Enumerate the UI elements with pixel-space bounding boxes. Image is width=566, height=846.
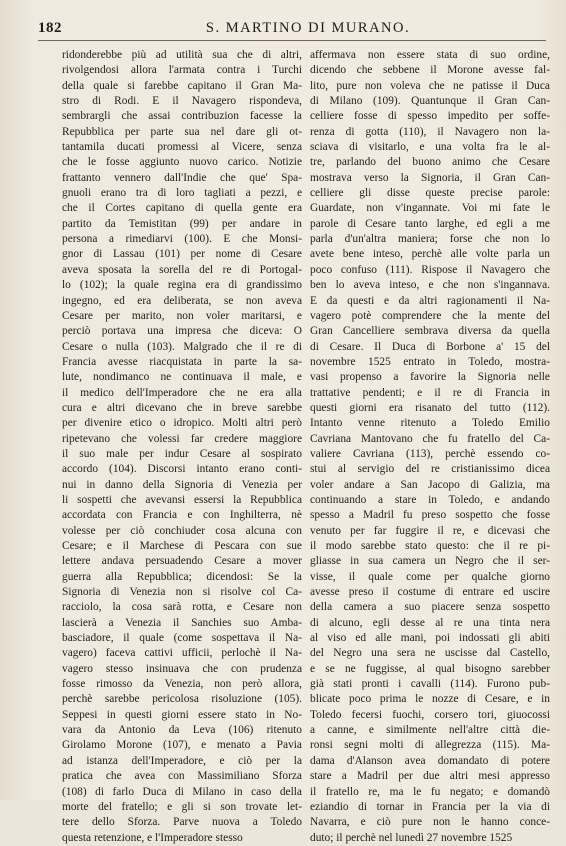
left-column-line: frattanto vennero dall'Indie che que' Spa- (62, 171, 302, 184)
right-column-line: già stati pronti i cavalli (114). Furono pub- (310, 678, 550, 691)
right-column-line: questi giorni era risanato del tutto (112). (310, 401, 550, 414)
right-column-line: parole di Cesare tanto larghe, ed egli a me (310, 217, 550, 230)
right-column-line: gliasse in sua camera un Negro che il ser- (310, 555, 550, 568)
left-column-line: Seppesi in questi giorni essere stato in No- (62, 708, 302, 721)
left-column-line: tere dello Sforza. Parve nuova a Toledo (62, 816, 302, 829)
right-column-line: parla d'un'altra maniera; forse che non lo (310, 233, 550, 246)
left-column-line: perchè sarebbe pericolosa risoluzione (105). (62, 693, 302, 706)
left-column-line: basciadore, il quale (come sospettava il Na- (62, 632, 302, 645)
left-column-line: racciolo, la cosa sarà rotta, e Cesare non (62, 601, 302, 614)
right-column-line: renza di gotta (110), il Navagero non la- (310, 125, 550, 138)
left-column-line: cura e altri dicevano che in breve sarebbe (62, 401, 302, 414)
right-column-line: mostrava verso la Signoria, il Gran Can- (310, 171, 550, 184)
right-column-line: avete bene inteso, perchè alle volte parla un (310, 248, 550, 261)
left-column-line: Girolamo Morone (107), e menato a Pavia (62, 739, 302, 752)
left-column-line: vagero stesso insinuava che con prudenza (62, 662, 302, 675)
left-column-line: persona a rimediarvi (100). E che Monsi- (62, 233, 302, 246)
right-column-line: celliere fosse di spesso impedito per soffe- (310, 110, 550, 123)
right-column-line: di alcuno, egli desse al re una tinta nera (310, 616, 550, 629)
left-column-line: ingegno, ed era deliberata, se non aveva (62, 294, 302, 307)
left-column-line: perciò portava una impresa che diceva: O (62, 325, 302, 338)
right-column-line: Gran Cancelliere sembrava diversa da quella (310, 325, 550, 338)
right-column-line: duto; il perchè nel lunedì 27 novembre 1525 (310, 831, 513, 844)
right-column-line: novembre 1525 entrato in Toledo, mostra- (310, 355, 550, 368)
left-column-line: questa retenzione, e l'Imperadore stesso (62, 831, 243, 844)
left-column-line: volesse per ciò conchiuder cosa alcuna con (62, 524, 302, 537)
left-column-line: per divenire etico o idropico. Molti altri però (62, 417, 302, 430)
right-column-line: della camera a suo piacere senza sospetto (310, 601, 550, 614)
right-column-line: al viso ed alle mani, poi indossati gli abiti (310, 632, 550, 645)
right-column-line: stui al servigio del re cristianissimo dicea (310, 463, 550, 476)
left-column-line: che il Cortes capitano di quella gente era (62, 202, 302, 215)
left-column-line: ad istanza dell'Imperadore, e ciò per la (62, 754, 302, 767)
right-column-line: vasi propenso a favorire la Signoria nelle (310, 371, 550, 384)
left-column-line: tantamila ducati promessi al Vicere, senza (62, 141, 302, 154)
right-column-line: a canne, e similmente nell'altre città die- (310, 724, 550, 737)
running-title: S. MARTINO DI MURANO. (205, 20, 411, 36)
left-column-line: (108) di farlo Duca di Milano in caso della (62, 785, 302, 798)
left-column-line: li sospetti che avevansi essersi la Repubblica (62, 493, 302, 506)
right-column-line: avesse preso il costume di entrare ed uscire (310, 586, 550, 599)
left-column-line: gnor di Lassau (101) per nome di Cesare (62, 248, 302, 261)
right-column-line: Guardate, non v'ingannate. Voi mi fate le (310, 202, 550, 215)
left-column-line: accordo (104). Discorsi intanto erano conti- (62, 463, 302, 476)
left-column-line: accordata con Francia e con Inghilterra, nè (62, 509, 302, 522)
right-column-line: del Negro una sera ne uscisse dal Castello, (310, 647, 550, 660)
left-column-line: nui in danno della Signoria di Venezia per (62, 478, 302, 491)
left-column-line: sembrargli che assai contribuzion facesse la (62, 110, 302, 123)
right-column-line: il modo sarebbe stato questo: che il re pi- (310, 540, 550, 552)
right-column-line: ben lo aveva inteso, e che non s'ingannava. (310, 279, 550, 292)
left-column-line: il medico dell'Imperadore che ne era alla (62, 386, 302, 399)
left-column-line: lute, nondimanco ne continuava il male, e (62, 371, 302, 384)
left-column-line: Cesare o nulla (103). Malgrado che il re di (62, 340, 302, 353)
right-column-line: visse, il quale come per qualche giorno (310, 570, 550, 583)
right-column-line: valiere Cavriana (113), perchè essendo co- (310, 447, 550, 460)
right-column-line: e se ne fuggisse, al qual bisogno sarebber (310, 662, 550, 675)
right-column-line: di Milano (109). Quantunque il Gran Can- (310, 95, 550, 108)
left-column-line: morte del fratello; e gli si son trovate let- (62, 800, 302, 813)
right-column-line: sciava di visitarlo, e una volta fra le al- (310, 141, 550, 154)
right-column-line: E da questi e da altri ragionamenti il Na- (310, 294, 550, 307)
right-column-line: ronsi segni molti di allegrezza (115). Ma- (310, 739, 550, 752)
left-column-line: ridonderebbe più ad utilità sua che di altri, (62, 49, 302, 61)
right-column-line: celliere gli disse queste precise parole: (310, 187, 550, 200)
left-column-line: ripetevano che volessi far credere maggiore (62, 432, 302, 445)
right-column-line: dicendo che sebbene il Morone avesse fal- (310, 64, 550, 77)
right-column-line: il fratello re, ma le fu negato; e domandò (310, 785, 550, 798)
left-column-line: lo (102); la quale regina era di grandissimo (62, 279, 302, 292)
right-column-line: continuando a stare in Toledo, e andando (310, 493, 550, 506)
right-column-line: eziandio di tornar in Francia per la via di (310, 800, 550, 813)
left-column-line: aveva sposata la sorella del re di Portogal- (62, 263, 302, 276)
right-column-line: Cavriana Mantovano che fu fratello del Ca- (310, 432, 550, 445)
left-column-line: Cesare per marito, non voler maritarsi, e (62, 309, 302, 322)
right-column-line: spesso a Madril fu preso sospetto che fosse (310, 509, 550, 522)
left-column-line: Signoria di Venezia non si risolve col Ca- (62, 586, 302, 599)
page-header (38, 16, 548, 42)
right-column-line: dama d'Alanson avea domandato di potere (310, 754, 550, 767)
left-column-line: pratica che avea con Massimiliano Sforza (62, 770, 302, 783)
left-column-line: lettere andava persuadendo Cesare a mover (62, 555, 302, 568)
right-column-line: Navarra, e ciò pure non le hanno conce- (310, 816, 550, 829)
right-column-line: tre, parlando del buono animo che Cesare (310, 156, 550, 169)
right-column-line: stare a Madril per due altri mesi appresso (310, 770, 550, 783)
left-column-line: fosse rimosso da Venezia, non però allora, (62, 678, 302, 691)
left-text-column (62, 48, 302, 846)
left-column-line: vara da Antonio da Leva (106) ritenuto (62, 724, 302, 737)
left-column-line: Cesare; e il Marchese di Pescara con sue (62, 540, 302, 552)
left-column-line: lascierà a Venezia il Sanchies suo Amba- (62, 616, 302, 629)
left-column-line: vagero) faceva cattivi ufficii, perlochè il Na- (62, 647, 302, 660)
right-column-line: di Cesare. Il Duca di Borbone a' 15 del (310, 340, 550, 353)
right-column-line: trattative pendenti; e il re di Francia in (310, 386, 550, 399)
right-column-line: Intanto venne ritenuto a Toledo Emilio (310, 417, 550, 430)
left-column-line: gnuoli erano tra di loro tagliati a pezzi, e (62, 187, 302, 200)
left-column-line: il suo male per indur Cesare al sospirato (62, 447, 302, 460)
right-column-line: affermava non essere stata di suo ordine, (310, 49, 550, 61)
left-column-line: stro di Rodi. E il Navagero rispondeva, (62, 95, 302, 108)
right-column-line: voler andare a San Jacopo di Galizia, ma (310, 478, 550, 491)
header-rule (38, 40, 546, 41)
right-column-line: venuto per far fuggire il re, e dicevasi che (310, 524, 550, 537)
left-column-line: Repubblica per parte sua nel dare gli ot- (62, 125, 302, 138)
right-column-line: Toledo fecersi fuochi, corsero tori, giuocossi (310, 708, 550, 721)
left-column-line: della quale si farebbe capitano il Gran Ma- (62, 79, 302, 92)
page-number: 182 (38, 20, 62, 36)
left-column-line: rivolgendosi allora l'armata contra i Turchi (62, 64, 302, 77)
right-text-column (310, 48, 550, 846)
right-column-line: lito, pure non voleva che ne patisse il Duca (310, 79, 550, 92)
left-column-line: Francia avesse riacquistata in parte la sa- (62, 355, 302, 368)
left-column-line: partito da Temistitan (99) per andare in (62, 217, 302, 230)
left-column-line: guerra alla Repubblica; dicendosi: Se la (62, 570, 302, 583)
left-column-line: che le fosse aggiunto nuovo carico. Notizie (62, 156, 302, 169)
right-column-line: blicate poco prima le nozze di Cesare, e in (310, 693, 550, 706)
right-column-line: poco confuso (111). Rispose il Navagero che (310, 263, 550, 276)
right-column-line: vagero potè comprendere che la mente del (310, 309, 550, 322)
